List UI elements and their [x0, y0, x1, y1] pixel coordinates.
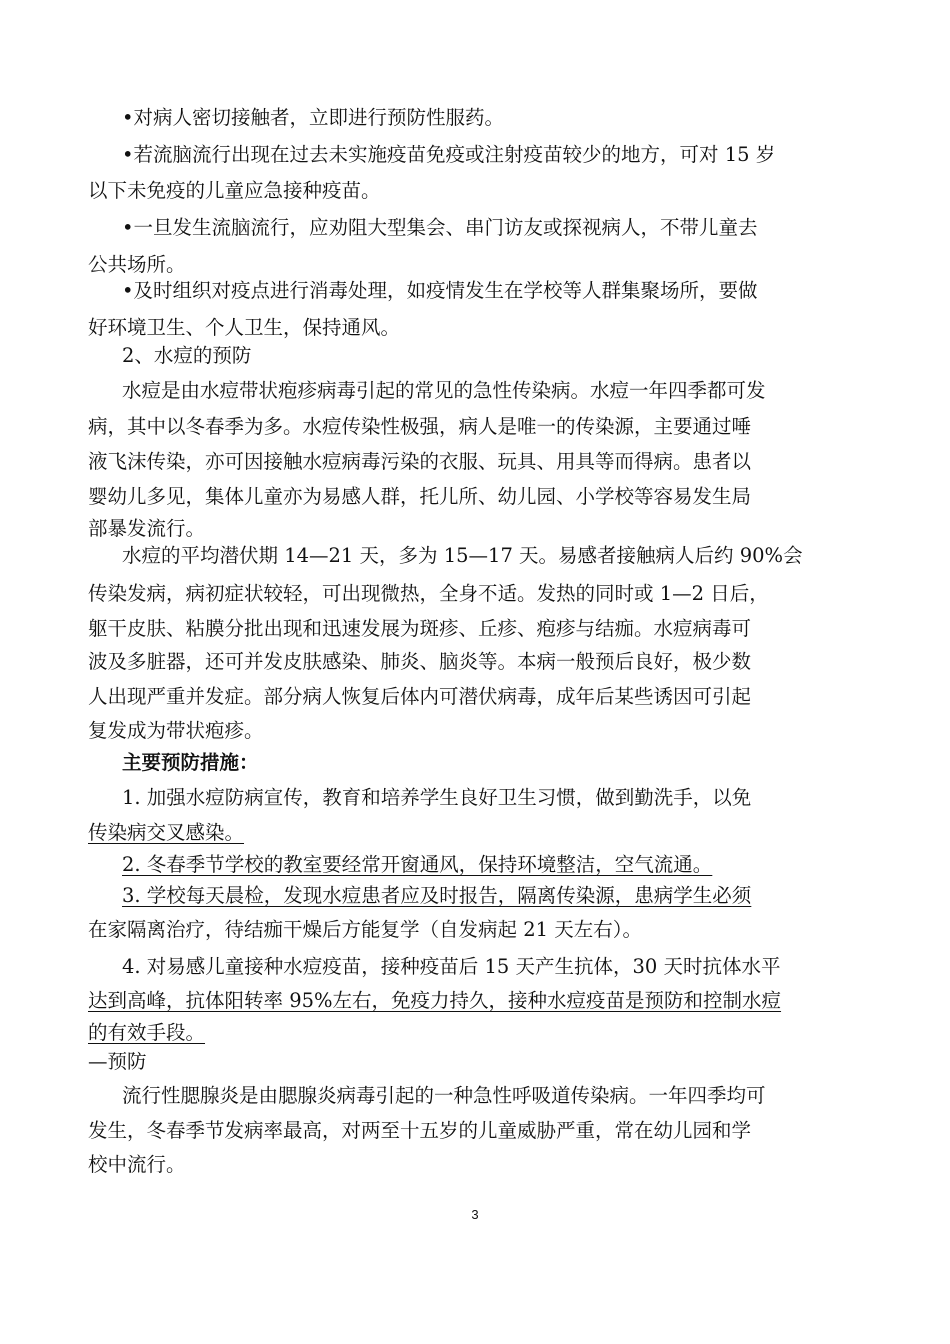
bullet-line: •一旦发生流脑流行，应劝阻大型集会、串门访友或探视病人，不带儿童去 — [122, 216, 758, 239]
measure-item-continued: 在家隔离治疗，待结痂干燥后方能复学（自发病起 21 天左右）。 — [88, 918, 642, 941]
paragraph-line: 发生，冬春季节发病率最高，对两至十五岁的儿童威胁严重，常在幼儿园和学 — [88, 1119, 752, 1142]
paragraph-line: 婴幼儿多见，集体儿童亦为易感人群，托儿所、幼儿园、小学校等容易发生局 — [88, 485, 752, 508]
paragraph-line: 水痘的平均潜伏期 14—21 天，多为 15—17 天。易感者接触病人后约 90%会 — [122, 544, 803, 567]
text-line: 好环境卫生、个人卫生，保持通风。 — [88, 316, 401, 339]
paragraph-line: 复发成为带状疱疹。 — [88, 719, 264, 742]
measures-heading: 主要预防措施： — [122, 751, 259, 774]
measure-item: 4. 对易感儿童接种水痘疫苗，接种疫苗后 15 天产生抗体，30 天时抗体水平 — [122, 955, 781, 978]
text-line: 以下未免疫的儿童应急接种疫苗。 — [88, 179, 381, 202]
paragraph-line: 躯干皮肤、粘膜分批出现和迅速发展为斑疹、丘疹、疱疹与结痂。水痘病毒可 — [88, 617, 752, 640]
paragraph-line: 部暴发流行。 — [88, 517, 206, 540]
measure-item-continued: 的有效手段。 — [88, 1021, 206, 1044]
bullet-line: •及时组织对疫点进行消毒处理，如疫情发生在学校等人群集聚场所，要做 — [122, 279, 758, 302]
paragraph-line: 流行性腮腺炎是由腮腺炎病毒引起的一种急性呼吸道传染病。一年四季均可 — [122, 1084, 766, 1107]
text-line: 公共场所。 — [88, 253, 186, 276]
bullet-line: •若流脑流行出现在过去未实施疫苗免疫或注射疫苗较少的地方，可对 15 岁 — [122, 143, 776, 166]
measure-item-continued: 达到高峰，抗体阳转率 95%左右，免疫力持久，接种水痘疫苗是预防和控制水痘 — [88, 989, 782, 1012]
paragraph-line: 液飞沫传染，亦可因接触水痘病毒污染的衣服、玩具、用具等而得病。患者以 — [88, 450, 752, 473]
paragraph-line: 水痘是由水痘带状疱疹病毒引起的常见的急性传染病。水痘一年四季都可发 — [122, 379, 766, 402]
measure-item: 1. 加强水痘防病宣传，教育和培养学生良好卫生习惯，做到勤洗手，以免 — [122, 786, 752, 809]
section-heading: —预防 — [88, 1050, 147, 1073]
paragraph-line: 病，其中以冬春季为多。水痘传染性极强，病人是唯一的传染源，主要通过唾 — [88, 415, 752, 438]
section-heading: 2、水痘的预防 — [122, 344, 252, 367]
paragraph-line: 校中流行。 — [88, 1153, 186, 1176]
paragraph-line: 人出现严重并发症。部分病人恢复后体内可潜伏病毒，成年后某些诱因可引起 — [88, 685, 752, 708]
page-number: 3 — [471, 1207, 479, 1222]
measure-item: 3. 学校每天晨检，发现水痘患者应及时报告，隔离传染源，患病学生必须 — [122, 884, 752, 907]
measure-item: 2. 冬春季节学校的教室要经常开窗通风，保持环境整洁，空气流通。 — [122, 853, 713, 876]
paragraph-line: 传染发病，病初症状较轻，可出现微热，全身不适。发热的同时或 1—2 日后， — [88, 582, 769, 605]
paragraph-line: 波及多脏器，还可并发皮肤感染、肺炎、脑炎等。本病一般预后良好，极少数 — [88, 650, 752, 673]
measure-item-continued: 传染病交叉感染。 — [88, 821, 245, 844]
bullet-line: •对病人密切接触者，立即进行预防性服药。 — [122, 106, 505, 129]
